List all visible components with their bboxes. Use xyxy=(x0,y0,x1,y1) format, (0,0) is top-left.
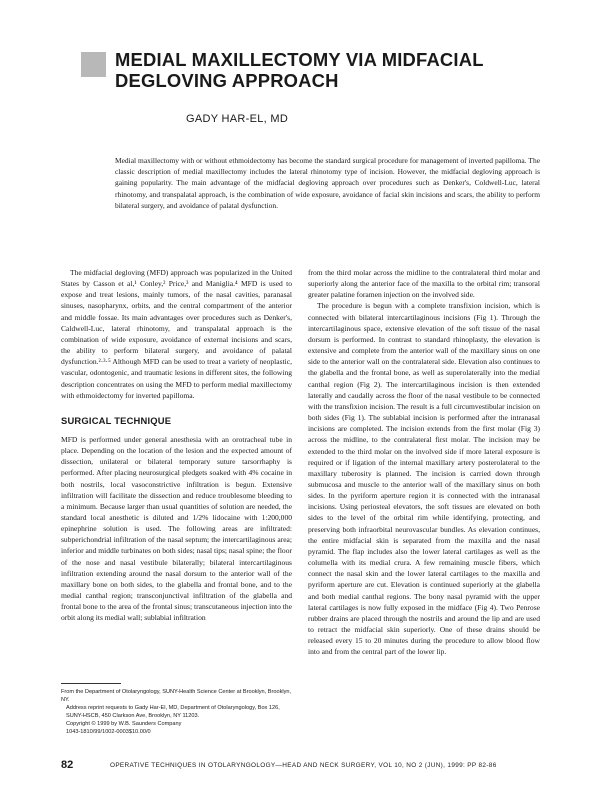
footnote-copyright: Copyright © 1999 by W.B. Saunders Company xyxy=(66,721,182,728)
footnote-reprints: Address reprint requests to Gady Har-El, MD, Department of Otolaryngology, Box 126, SUNY-HSCB, 450 Clarkson Ave, Brooklyn, NY 11203. xyxy=(66,705,280,720)
author-name: GADY HAR-EL, MD xyxy=(186,113,289,125)
title-marker-block xyxy=(81,52,106,77)
footnote-issn: 1043-1810/99/1002-0003$10.00/0 xyxy=(66,729,151,736)
technique-paragraph-left: MFD is performed under general anesthesia with an orotracheal tube in place. Depending on the location of the lesion and the expected amount of dissection, unilateral or bilateral temporary suture tarsorrhaphy is performed. After placing neurosurgical pledgets soaked with 4% cocaine in both nostrils, local vasoconstrictive infiltration is begun. Extensive infiltration will facilitate the dissection and reduce troublesome bleeding to a minimum. Because larger than usual quantities of solution are needed, the standard local anesthetic is diluted and 1/2% lidocaine with 1:200,000 epinephrine solution is used. The following areas are infiltrated: subperichondrial infiltration of the nasal septum; the intercartilaginous area; inferior and middle turbinates on both sides; nasal tips; nasal spine; the floor of the nose and nasal vestibule bilaterally; bilateral intercartilaginous infiltration extending around the nasal dorsum to the anterior wall of the maxillary bone on both sides, to the glabella and frontal bone, and to the medial canthal region; transconjunctival infiltration of the glabella and frontal bone to the area of the frontal sinus; transcutaneous injection into the orbit along its medial wall; sublabial infiltration xyxy=(61,434,292,623)
running-footer: OPERATIVE TECHNIQUES IN OTOLARYNGOLOGY—HEAD AND NECK SURGERY, VOL 10, NO 2 (JUN), 1999: PP 82-86 xyxy=(110,762,497,769)
left-column xyxy=(61,267,292,624)
article-title xyxy=(115,49,545,91)
intro-paragraph: The midfacial degloving (MFD) approach was popularized in the United States by Casson et al,¹ Conley,² Price,³ and Maniglia.⁴ MFD is used to expose and treat lesions, mainly tumors, of the nasal cavities, paranasal sinuses, nasopharynx, orbits, and the central compartment of the anterior and middle fossae. Its main advantages over procedures such as Denker's, Caldwell-Luc, lateral rhinotomy, and transpalatal approach is the combination of wide exposure, avoidance of external incisions and scars, the ability to perform bilateral surgery, and avoidance of palatal dysfunction.²·³·⁵ Although MFD can be used to treat a variety of neoplastic, vascular, odontogenic, and traumatic lesions in different sites, the following description concentrates on using the MFD to perform medial maxillectomy with ethmoidectomy for inverted papilloma. xyxy=(61,268,292,400)
right-column xyxy=(308,267,540,657)
footnotes xyxy=(61,688,294,737)
section-heading-surgical-technique: SURGICAL TECHNIQUE xyxy=(61,414,172,426)
page-number: 82 xyxy=(61,759,74,771)
footnote-divider xyxy=(61,683,121,684)
footnote-affiliation: From the Department of Otolaryngology, SUNY-Health Science Center at Brooklyn, Brooklyn, NY. xyxy=(61,689,292,704)
abstract: Medial maxillectomy with or without ethmoidectomy has become the standard surgical procedure for management of inverted papilloma. The classic description of medial maxillectomy includes the lateral rhinotomy type of incision. However, the midfacial degloving approach is gaining popularity. The main advantage of the midfacial degloving approach over procedures such as Denker's, Coldwell-Luc, lateral rhinotomy, and transpalatal approach, is the combination of wide exposure, avoidance of facial skin incisions and scars, the ability to perform bilateral surgery, and avoidance of palatal dysfunction. xyxy=(115,156,540,210)
article-title-line-2: DEGLOVING APPROACH xyxy=(115,70,339,91)
technique-paragraph-right: The procedure is begun with a complete transfixion incision, which is connected with bilateral intercartilaginous incisions (Fig 1). Through the intercartilaginous space, extensive elevation of the soft tissue of the nasal dorsum is performed. In contrast to standard rhinoplasty, the elevation is extensive and complete from the anterior wall of the maxillary sinus on one side to the anterior wall on the contralateral side. Elevation also continues to the glabella and the frontal bone, as well as superolaterally into the medial canthal region (Fig 2). The intercartilaginous incision is then extended laterally and caudally across the floor of the nasal vestibule to be connected with the transfixion incision. The result is a full circumvestibular incision on both sides (Fig 1). The sublabial incision is performed after the intranasal incisions are completed. The incision extends from the first molar (Fig 3) across the midline, to the contralateral first molar. The incision may be extended to the third molar on the involved side if more lateral exposure is required or if ligation of the internal maxillary artery posterolateral to the maxillary tuberosity is planned. The incision is carried down through submucosa and muscle to the anterior wall of the maxillary sinus on both sides. In the pyriform aperture region it is connected with the intranasal incisions. Using periosteal elevators, the soft tissues are elevated on both sides to the level of the orbital rim while identifying, protecting, and preserving both infraorbital neurovascular bundles. As elevation continues, the entire midfacial skin is separated from the maxilla and the nasal pyramid. The flap includes also the lower lateral cartilages as well as the columella with its medial crura. A few remaining muscle fibers, which connect the nasal skin and the lower lateral cartilages to the maxilla and pyriform aperture are cut. Elevation is continued superiorly at the glabella and both medial canthal regions. The bony nasal pyramid with the upper lateral cartilages is now fully exposed in the midface (Fig 4). Two Penrose rubber drains are placed through the nostrils and around the lip and are used to retract the midfacial skin superiorly. One of these drains should be released every 15 to 20 minutes during the procedure to allow blood flow into and from the central part of the lower lip. xyxy=(308,301,540,657)
article-title-line-1: MEDIAL MAXILLECTOMY VIA MIDFACIAL xyxy=(115,49,484,70)
technique-paragraph-right-continued: from the third molar across the midline to the contralateral third molar and superiorly along the anterior face of the maxilla to the orbital rim; transoral greater palatine foramen injection on the involved side. xyxy=(308,268,540,300)
